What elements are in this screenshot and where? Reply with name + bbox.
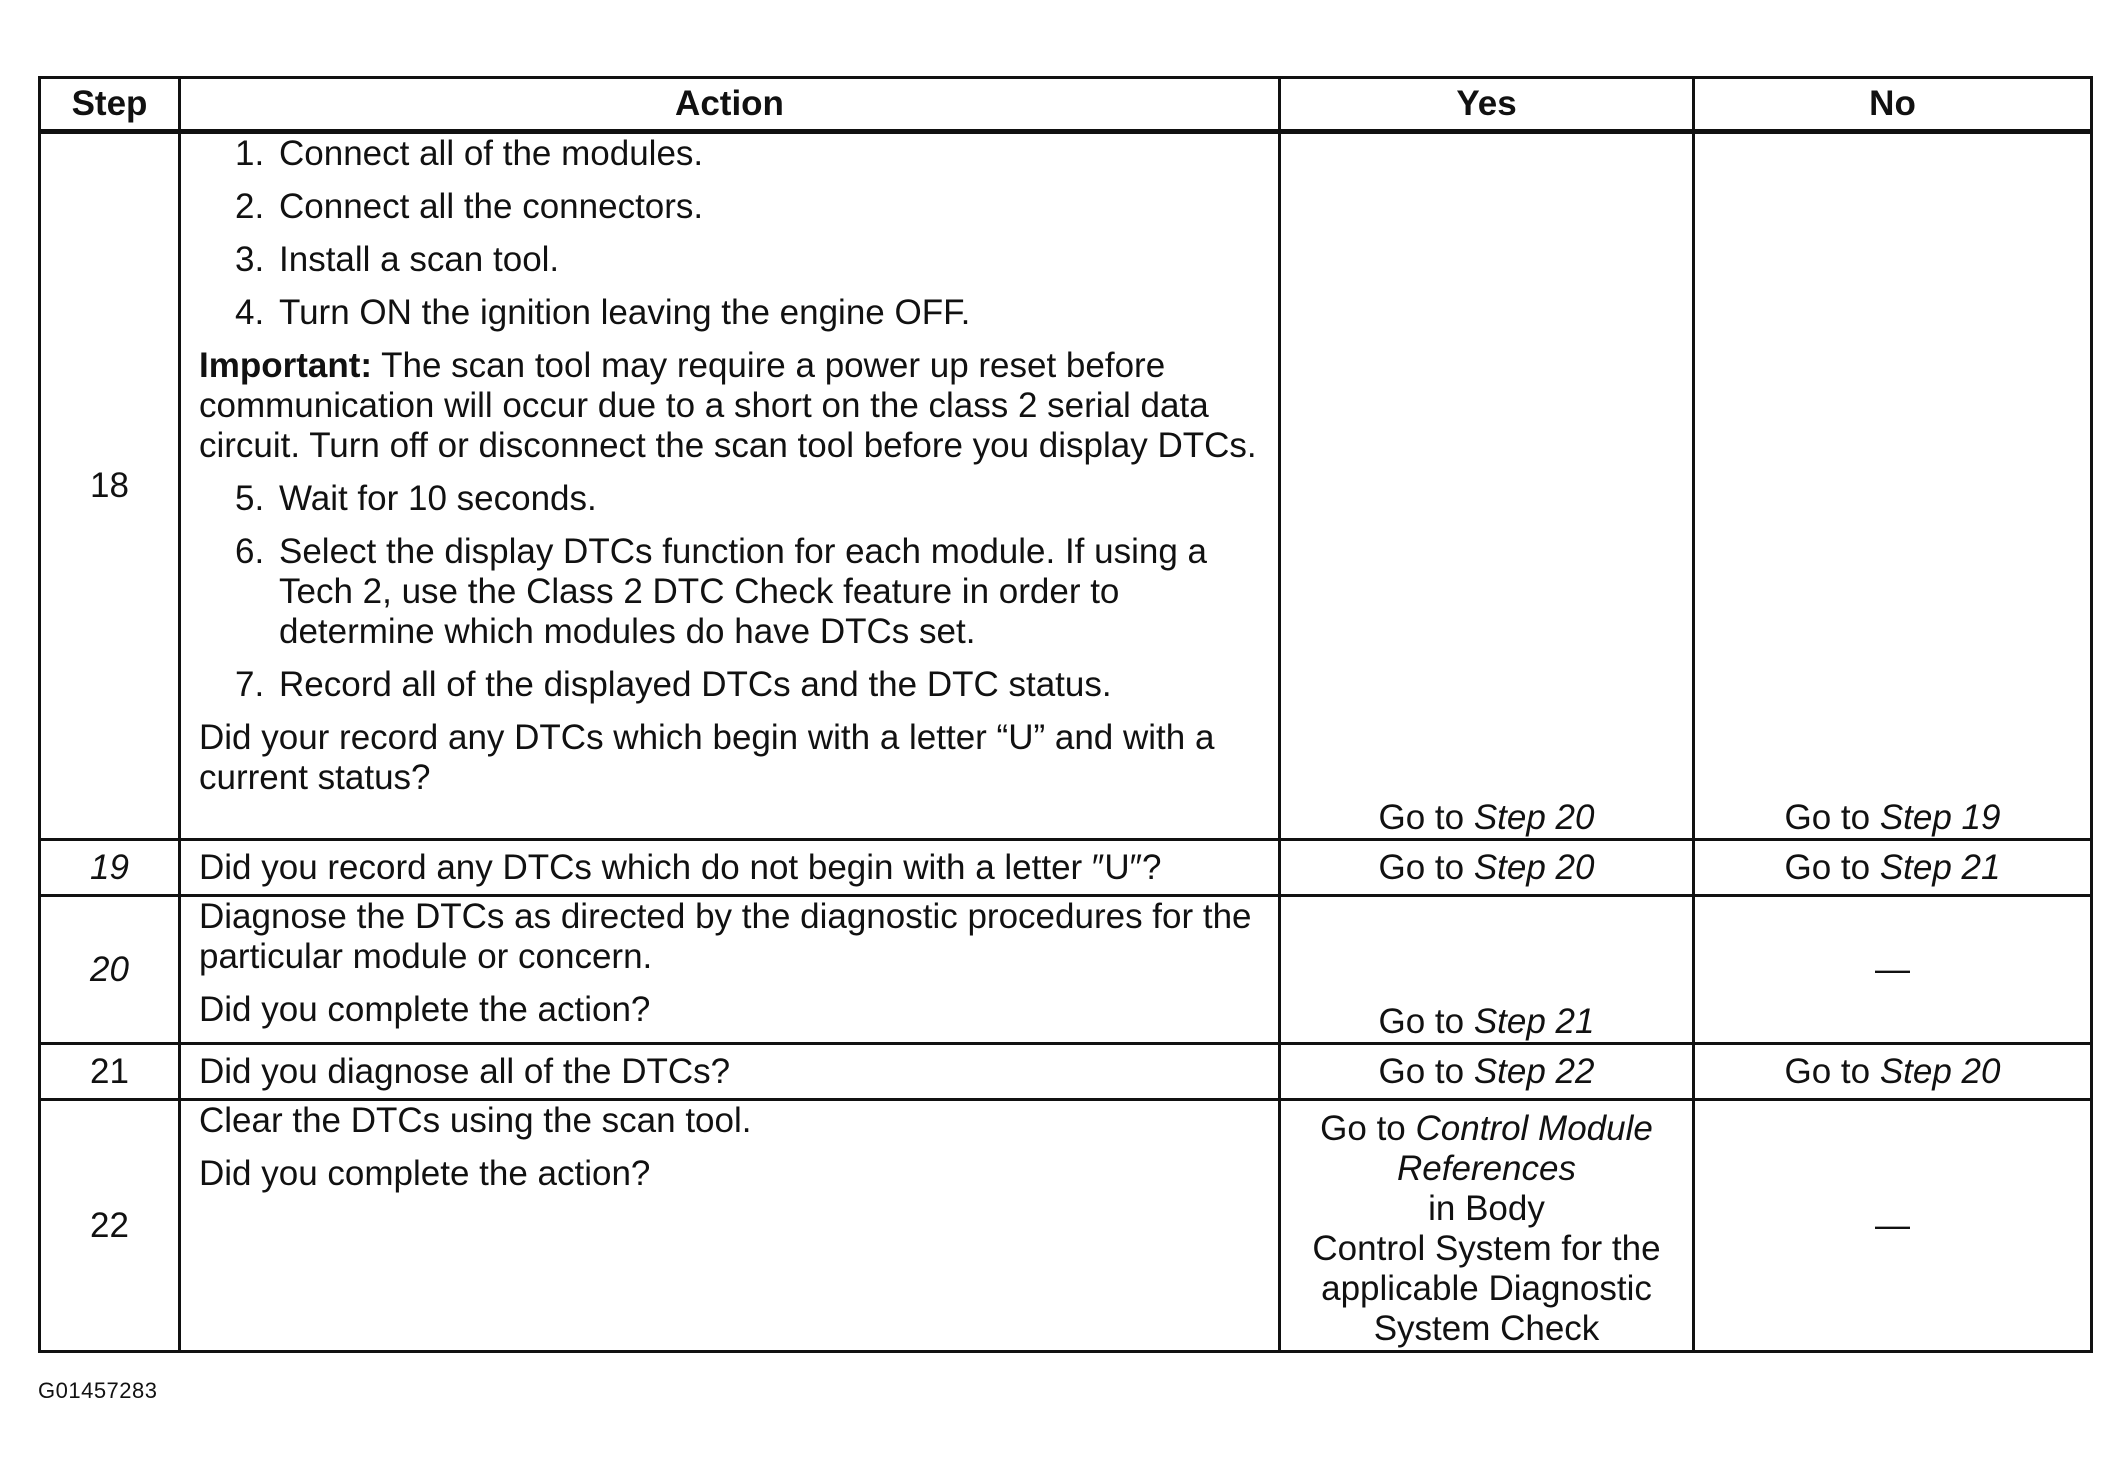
step-number: 21: [40, 1044, 180, 1100]
diagnostic-table: [38, 76, 2093, 1353]
no-cell: Go to Step 20: [1694, 1044, 2092, 1100]
action-text: Clear the DTCs using the scan tool.: [199, 1101, 752, 1140]
step-reference-link[interactable]: Step 22: [1473, 1051, 1595, 1091]
action-text: Diagnose the DTCs as directed by the diagnostic procedures for the particular module or concern.: [199, 897, 1252, 976]
yes-cell: Go to Step 21: [1280, 896, 1694, 1044]
question-text: Did you complete the action?: [199, 1154, 651, 1193]
table-row-step-18: [40, 132, 2092, 840]
action-cell: [180, 896, 1280, 1044]
question-text: Did you record any DTCs which do not begin with a letter ″U″?: [180, 840, 1280, 896]
step-reference-link[interactable]: Step 21: [1473, 1002, 1595, 1041]
important-label: Important:: [199, 346, 373, 385]
yes-cell: Go to Step 22: [1280, 1044, 1694, 1100]
header-action: Action: [180, 78, 1280, 132]
action-cell: [180, 132, 1280, 840]
list-item: 4. Turn ON the ignition leaving the engine OFF.: [235, 293, 971, 332]
step-reference-link[interactable]: Step 20: [1473, 847, 1595, 887]
header-row: [40, 78, 2092, 132]
question-text: Did you complete the action?: [199, 990, 651, 1029]
step-reference-link[interactable]: Step 20: [1473, 798, 1595, 837]
procedure-list: [199, 479, 1260, 705]
list-item: 3. Install a scan tool.: [235, 240, 560, 279]
important-note: [199, 346, 1260, 466]
list-item: 1. Connect all of the modules.: [235, 134, 704, 173]
table-row-step-22: [40, 1100, 2092, 1352]
yes-cell: Go to Step 20: [1280, 840, 1694, 896]
no-cell: —: [1694, 896, 2092, 1044]
table-row-step-20: [40, 896, 2092, 1044]
header-yes: Yes: [1280, 78, 1694, 132]
no-cell: Go to Step 19: [1694, 132, 2092, 840]
important-text: The scan tool may require a power up reset before communication will occur due to a short on the class 2 serial data circuit. Turn off or disconnect the scan tool before you display DTCs.: [199, 346, 1257, 465]
step-number: 18: [40, 132, 180, 840]
no-cell: —: [1694, 1100, 2092, 1352]
question-text: Did you diagnose all of the DTCs?: [180, 1044, 1280, 1100]
step-reference-link[interactable]: Step 21: [1879, 847, 2001, 887]
yes-cell: Go to Control Module References in Body Control System for the applicable Diagnostic System Check: [1280, 1100, 1694, 1352]
table-row-step-19: [40, 840, 2092, 896]
question-text: Did your record any DTCs which begin with a letter “U” and with a current status?: [199, 718, 1215, 797]
header-step: Step: [40, 78, 180, 132]
no-cell: Go to Step 21: [1694, 840, 2092, 896]
step-number: 19: [40, 840, 180, 896]
list-item: 5. Wait for 10 seconds.: [235, 479, 597, 518]
yes-cell: Go to Step 20: [1280, 132, 1694, 840]
step-reference-link[interactable]: Step 20: [1879, 1051, 2001, 1091]
list-item: 2. Connect all the connectors.: [235, 187, 704, 226]
table-row-step-21: [40, 1044, 2092, 1100]
figure-id: G01457283: [38, 1378, 158, 1403]
list-item: 6. Select the display DTCs function for each module. If using a Tech 2, use the Class 2 DTC Check feature in order to determine which modules do have DTCs set.: [235, 532, 1207, 651]
step-number: 22: [40, 1100, 180, 1352]
step-number: 20: [40, 896, 180, 1044]
action-cell: [180, 1100, 1280, 1352]
procedure-list: [199, 134, 1260, 333]
step-reference-link[interactable]: Step 19: [1879, 798, 2001, 837]
header-no: No: [1694, 78, 2092, 132]
section-reference-link[interactable]: Control Module References: [1397, 1109, 1653, 1188]
list-item: 7. Record all of the displayed DTCs and the DTC status.: [235, 665, 1112, 704]
